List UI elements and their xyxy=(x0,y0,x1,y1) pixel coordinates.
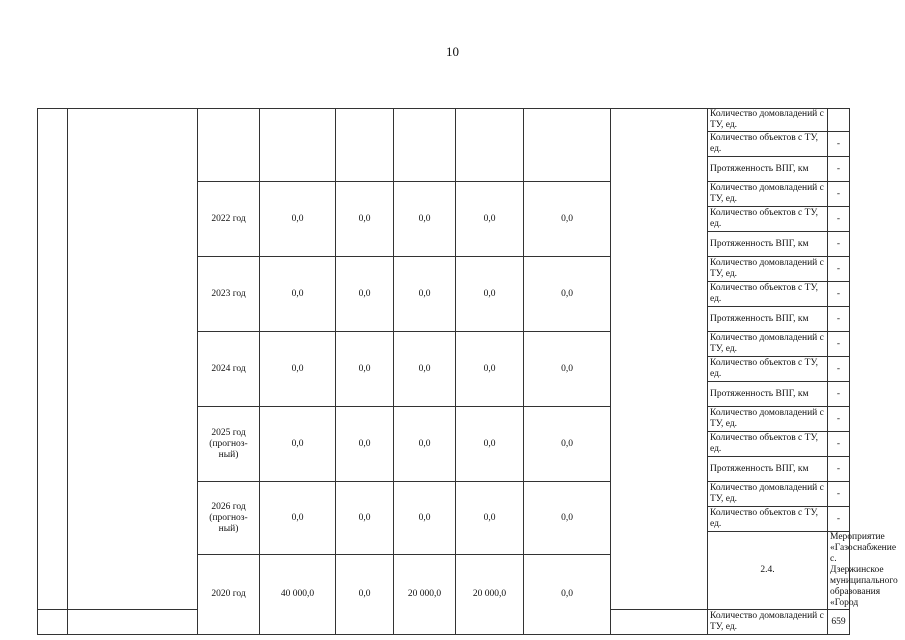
indicator-name: Количество объектов с ТУ, ед. xyxy=(708,282,828,307)
item-number: 2.4. xyxy=(708,532,828,610)
value-cell: 0,0 xyxy=(524,332,611,407)
value-cell: 0,0 xyxy=(394,182,456,257)
value-cell-continued xyxy=(456,109,524,182)
value-cell: 0,0 xyxy=(336,555,394,635)
year-cell: 2020 год xyxy=(198,555,260,635)
indicator-name: Протяженность ВПГ, км xyxy=(708,457,828,482)
value-cell: 0,0 xyxy=(394,482,456,555)
value-cell: 0,0 xyxy=(336,332,394,407)
indicator-value: - xyxy=(828,307,850,332)
value-cell: 0,0 xyxy=(394,407,456,482)
value-cell: 0,0 xyxy=(456,257,524,332)
indicator-value: - xyxy=(828,507,850,532)
name-cell-blank xyxy=(68,610,198,635)
value-cell: 0,0 xyxy=(524,257,611,332)
value-cell: 0,0 xyxy=(336,482,394,555)
indicator-value: - xyxy=(828,482,850,507)
value-cell: 0,0 xyxy=(524,407,611,482)
value-cell: 0,0 xyxy=(394,332,456,407)
indicator-name: Количество домовладений с ТУ, ед. xyxy=(708,407,828,432)
item-name: Мероприятие «Газоснабжение с. Дзержинское муниципального образования «Город xyxy=(828,532,850,610)
indicator-name: Количество объектов с ТУ, ед. xyxy=(708,207,828,232)
value-cell: 40 000,0 xyxy=(260,555,336,635)
value-cell: 20 000,0 xyxy=(394,555,456,635)
period-cell-continued xyxy=(198,109,260,182)
indicator-value: - xyxy=(828,382,850,407)
table-row xyxy=(38,109,850,132)
value-cell: 0,0 xyxy=(336,407,394,482)
indicator-value: - xyxy=(828,332,850,357)
indicator-value: - xyxy=(828,257,850,282)
value-cell: 0,0 xyxy=(456,482,524,555)
value-cell: 0,0 xyxy=(260,257,336,332)
indicator-name: Количество домовладений с ТУ, ед. xyxy=(708,109,828,132)
value-cell: 0,0 xyxy=(456,407,524,482)
indicator-value: - xyxy=(828,157,850,182)
name-cell-continued xyxy=(68,109,198,610)
year-cell: 2022 год xyxy=(198,182,260,257)
value-cell: 0,0 xyxy=(524,182,611,257)
table-body xyxy=(38,109,898,635)
value-cell: 0,0 xyxy=(456,182,524,257)
value-cell: 20 000,0 xyxy=(456,555,524,635)
indicator-name: Протяженность ВПГ, км xyxy=(708,307,828,332)
indicator-value: - xyxy=(828,457,850,482)
value-cell: 0,0 xyxy=(260,482,336,555)
indicator-value: - xyxy=(828,132,850,157)
indicator-value: - xyxy=(828,282,850,307)
indicator-value: - xyxy=(828,407,850,432)
value-cell: 0,0 xyxy=(260,407,336,482)
page-number: 10 xyxy=(446,44,459,59)
year-cell: 2024 год xyxy=(198,332,260,407)
indicator-name: Протяженность ВПГ, км xyxy=(708,157,828,182)
indicator-name: Количество домовладений с ТУ, ед. xyxy=(708,482,828,507)
indicator-value: - xyxy=(828,357,850,382)
program-table xyxy=(37,108,898,635)
indicator-value: - xyxy=(828,232,850,257)
value-cell: 0,0 xyxy=(524,482,611,555)
indicator-value xyxy=(828,109,850,132)
indicator-name: Количество объектов с ТУ, ед. xyxy=(708,357,828,382)
value-cell-continued xyxy=(260,109,336,182)
indicator-value: - xyxy=(828,182,850,207)
value-cell: 0,0 xyxy=(456,332,524,407)
value-cell: 0,0 xyxy=(394,257,456,332)
executor-cell-continued xyxy=(611,109,708,610)
indicator-name: Количество домовладений с ТУ, ед. xyxy=(708,332,828,357)
value-cell: 0,0 xyxy=(336,257,394,332)
value-cell: 0,0 xyxy=(260,332,336,407)
executor-cell-blank xyxy=(611,610,708,635)
indicator-name: Количество объектов с ТУ, ед. xyxy=(708,432,828,457)
indicator-value: - xyxy=(828,207,850,232)
value-cell: 0,0 xyxy=(524,555,611,635)
indicator-name: Количество объектов с ТУ, ед. xyxy=(708,132,828,157)
indicator-name: Количество домовладений с ТУ, ед. xyxy=(708,257,828,282)
value-cell-continued xyxy=(336,109,394,182)
indicator-name: Количество домовладений с ТУ, ед. xyxy=(708,610,828,635)
value-cell: 0,0 xyxy=(260,182,336,257)
year-cell: 2023 год xyxy=(198,257,260,332)
indicator-value: - xyxy=(828,432,850,457)
indicator-name: Количество объектов с ТУ, ед. xyxy=(708,507,828,532)
number-cell-blank xyxy=(38,610,68,635)
value-cell-continued xyxy=(524,109,611,182)
value-cell-continued xyxy=(394,109,456,182)
year-cell: 2026 год (прогноз-ный) xyxy=(198,482,260,555)
value-cell: 0,0 xyxy=(336,182,394,257)
number-cell-continued xyxy=(38,109,68,610)
indicator-name: Протяженность ВПГ, км xyxy=(708,382,828,407)
indicator-value: 659 xyxy=(828,610,850,635)
year-cell: 2025 год (прогноз-ный) xyxy=(198,407,260,482)
indicator-name: Количество домовладений с ТУ, ед. xyxy=(708,182,828,207)
indicator-name: Протяженность ВПГ, км xyxy=(708,232,828,257)
